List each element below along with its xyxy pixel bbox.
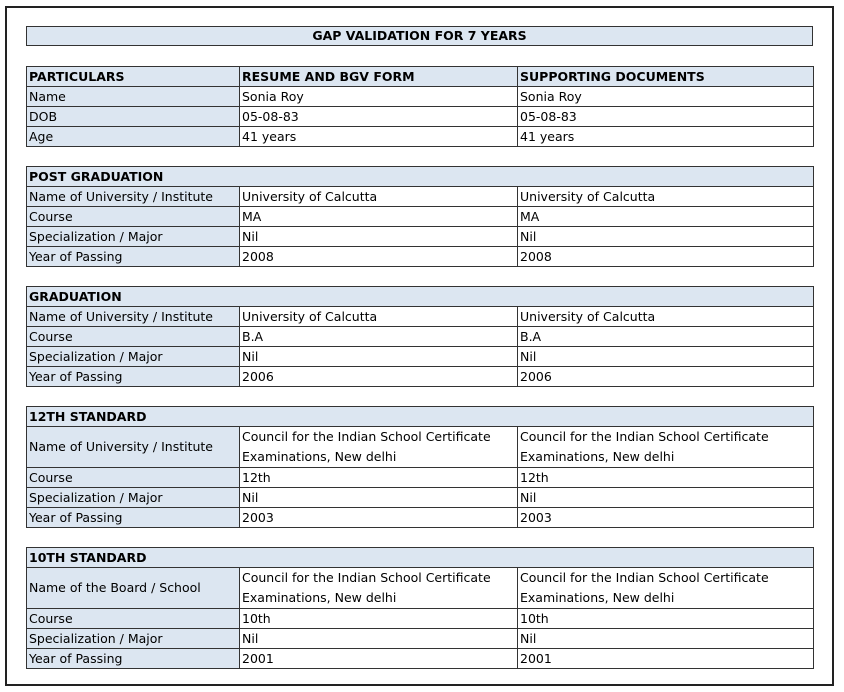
document-value: 2008: [518, 247, 814, 267]
resume-value: Sonia Roy: [240, 87, 518, 107]
row-label: Name: [27, 87, 240, 107]
row-label: Age: [27, 127, 240, 147]
document-value: Council for the Indian School Certificate Examinations, New delhi: [518, 427, 814, 468]
row-label: Year of Passing: [27, 367, 240, 387]
resume-value: B.A: [240, 327, 518, 347]
resume-value: Council for the Indian School Certificate Examinations, New delhi: [240, 568, 518, 609]
row-label: Year of Passing: [27, 508, 240, 528]
row-label: Course: [27, 207, 240, 227]
resume-value: 10th: [240, 609, 518, 629]
document-value: Sonia Roy: [518, 87, 814, 107]
row-label: DOB: [27, 107, 240, 127]
table-row: [27, 488, 814, 508]
row-label: Course: [27, 468, 240, 488]
table-row: [27, 367, 814, 387]
resume-value: Nil: [240, 488, 518, 508]
particulars-table: [26, 66, 814, 147]
document-value: Nil: [518, 347, 814, 367]
row-label: Specialization / Major: [27, 347, 240, 367]
document-value: 2006: [518, 367, 814, 387]
resume-value: Nil: [240, 227, 518, 247]
resume-value: 41 years: [240, 127, 518, 147]
post-graduation-table: [26, 166, 814, 267]
table-header-row: [27, 67, 814, 87]
resume-value: University of Calcutta: [240, 187, 518, 207]
table-row: [27, 227, 814, 247]
resume-value: 2008: [240, 247, 518, 267]
section-heading: GRADUATION: [27, 287, 814, 307]
table-row: [27, 207, 814, 227]
document-value: Council for the Indian School Certificate Examinations, New delhi: [518, 568, 814, 609]
table-row: [27, 427, 814, 468]
document-value: 41 years: [518, 127, 814, 147]
table-row: [27, 327, 814, 347]
document-value: 10th: [518, 609, 814, 629]
document-value: Nil: [518, 488, 814, 508]
resume-value: Nil: [240, 629, 518, 649]
row-label: Name of University / Institute: [27, 187, 240, 207]
section-heading: POST GRADUATION: [27, 167, 814, 187]
header-cell: SUPPORTING DOCUMENTS: [518, 67, 814, 87]
document-value: University of Calcutta: [518, 307, 814, 327]
document-value: 2003: [518, 508, 814, 528]
table-row: [27, 649, 814, 669]
table-row: [27, 247, 814, 267]
row-label: Name of University / Institute: [27, 307, 240, 327]
document-value: University of Calcutta: [518, 187, 814, 207]
document-value: Nil: [518, 629, 814, 649]
row-label: Specialization / Major: [27, 227, 240, 247]
document-value: 12th: [518, 468, 814, 488]
header-cell: PARTICULARS: [27, 67, 240, 87]
table-row: [27, 87, 814, 107]
row-label: Year of Passing: [27, 247, 240, 267]
document-value: 2001: [518, 649, 814, 669]
section-heading-row: [27, 548, 814, 568]
section-heading: 10TH STANDARD: [27, 548, 814, 568]
table-row: [27, 508, 814, 528]
table-row: [27, 127, 814, 147]
table-row: [27, 307, 814, 327]
resume-value: Nil: [240, 347, 518, 367]
tenth-standard-table: [26, 547, 814, 669]
row-label: Year of Passing: [27, 649, 240, 669]
resume-value: University of Calcutta: [240, 307, 518, 327]
table-row: [27, 568, 814, 609]
section-heading: 12TH STANDARD: [27, 407, 814, 427]
resume-value: 12th: [240, 468, 518, 488]
resume-value: 2003: [240, 508, 518, 528]
twelfth-standard-table: [26, 406, 814, 528]
resume-value: 05-08-83: [240, 107, 518, 127]
resume-value: MA: [240, 207, 518, 227]
document-value: Nil: [518, 227, 814, 247]
row-label: Specialization / Major: [27, 629, 240, 649]
document-value: B.A: [518, 327, 814, 347]
document-value: MA: [518, 207, 814, 227]
table-row: [27, 347, 814, 367]
row-label: Name of University / Institute: [27, 427, 240, 468]
row-label: Course: [27, 609, 240, 629]
table-row: [27, 609, 814, 629]
row-label: Name of the Board / School: [27, 568, 240, 609]
row-label: Specialization / Major: [27, 488, 240, 508]
resume-value: 2006: [240, 367, 518, 387]
section-heading-row: [27, 407, 814, 427]
table-row: [27, 107, 814, 127]
resume-value: 2001: [240, 649, 518, 669]
page-title: GAP VALIDATION FOR 7 YEARS: [26, 26, 813, 46]
section-heading-row: [27, 167, 814, 187]
table-row: [27, 187, 814, 207]
table-row: [27, 629, 814, 649]
document-value: 05-08-83: [518, 107, 814, 127]
table-row: [27, 468, 814, 488]
section-heading-row: [27, 287, 814, 307]
row-label: Course: [27, 327, 240, 347]
resume-value: Council for the Indian School Certificate Examinations, New delhi: [240, 427, 518, 468]
graduation-table: [26, 286, 814, 387]
header-cell: RESUME AND BGV FORM: [240, 67, 518, 87]
